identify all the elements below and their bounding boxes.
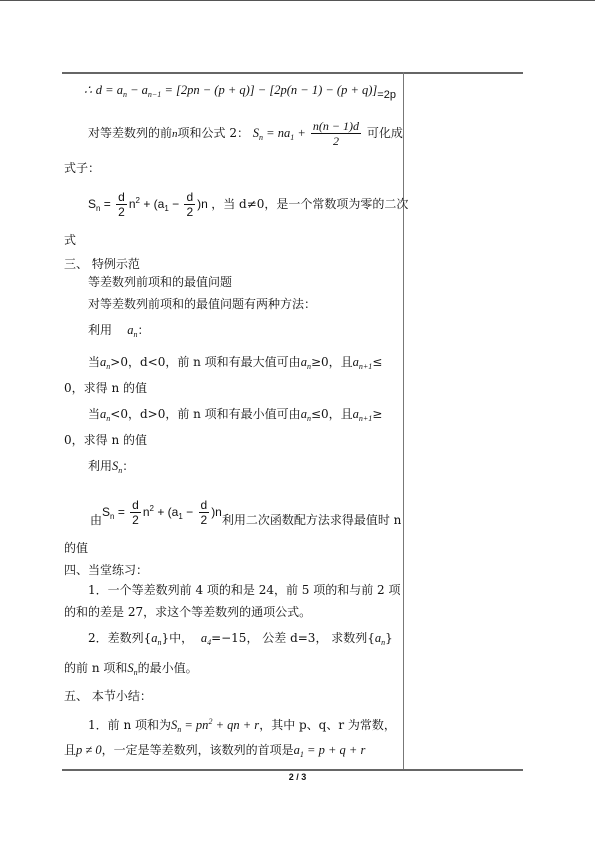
therefore-symbol: ∴	[84, 83, 92, 97]
exercise-2-line-2: 的前 n 项和$S_n$的最小值。	[64, 661, 198, 677]
table-column-divider	[403, 72, 404, 769]
text-line-case-min: 当$a_n<0$，d>0，前 n 项和有最小值可由$a_n\le 0$，且$a_{n+1}\ge$	[88, 407, 383, 423]
section-heading-3: 三、 特例示范	[64, 257, 140, 271]
formula-common-difference: ∴ $d = a_n - a_{n-1} = [2pn - (p + q)] - [2p(n - 1) - (p + q)]=2p$	[84, 83, 396, 101]
formula-sn-from: 由$S_n$ = $\frac{d}{2}$ $n^2 + (a_1$ − $\frac{d}{2}$ )n利用二次函数配方法求得最值时 n	[90, 498, 402, 528]
summary-line-1: 1．前 n 项和为$S_n = pn^2$ + qn + r，其中 p、q、r 为常数，	[88, 717, 396, 734]
table-bottom-border	[62, 769, 523, 771]
table-top-border	[62, 72, 523, 74]
text-line: 对等差数列前项和的最值问题有两种方法：	[88, 297, 317, 311]
formula-sn-quadratic: $S_n$ = $\frac{d}{2}$ $n^2 + (a_1$ − $\frac{d}{2}$ )n ，当 d≠0，是一个常数项为零的二次	[88, 190, 409, 220]
text-line: 0，求得 n 的值	[64, 433, 147, 447]
text-line-case-max: 当$a_n>0$，d<0，前 n 项和有最大值可由$a_n\ge 0$，且$a_{n+1}\le$	[88, 355, 383, 371]
page-top-rule	[0, 0, 595, 1]
exercise-1-line-1: 1．一个等差数列前 4 项的和是 24，前 5 项的和与前 2 项	[88, 583, 401, 597]
exercise-1-line-2: 的和的差是 27，求这个等差数列的通项公式。	[64, 605, 312, 619]
section-heading-4: 四、当堂练习：	[64, 563, 149, 577]
fraction: $\frac{d}{2}$	[118, 190, 125, 220]
text-line-use-sn: 利用$S_n$：	[88, 459, 135, 475]
text-line: 式子：	[64, 161, 101, 175]
fraction: $\frac{d}{2}$	[132, 498, 139, 528]
fraction: $\frac{d}{2}$	[200, 498, 208, 528]
summary-line-2: 且p ≠ 0，一定是等差数列，该数列的首项是$a_1 = p + q + r$	[64, 743, 366, 759]
fraction: $\frac{d}{2}$	[186, 190, 194, 220]
text-line: 0，求得 n 的值	[64, 381, 147, 395]
text-line: 等差数列前项和的最值问题	[88, 275, 233, 289]
section-heading-5: 五、 本节小结：	[64, 689, 152, 703]
exercise-2-line-1: 2．差数列$\{a_n\}$中， $a_4=-15$， 公差 d=3， 求数列$\{a_n\}$	[88, 631, 393, 647]
fraction: $\frac{n(n - 1)d}{2}$	[312, 119, 360, 148]
text-line: 的值	[64, 541, 89, 555]
paragraph-sum-formula-2: 对等差数列的前n项和公式 2： $S_n = na_1$ + $\frac{n(n - 1)d}{2}$ 可化成	[88, 119, 403, 148]
page-number: 2 / 3	[288, 772, 307, 782]
text-line-use-an: 利用 $a_n$：	[88, 323, 150, 339]
text-line: 式	[64, 233, 77, 247]
